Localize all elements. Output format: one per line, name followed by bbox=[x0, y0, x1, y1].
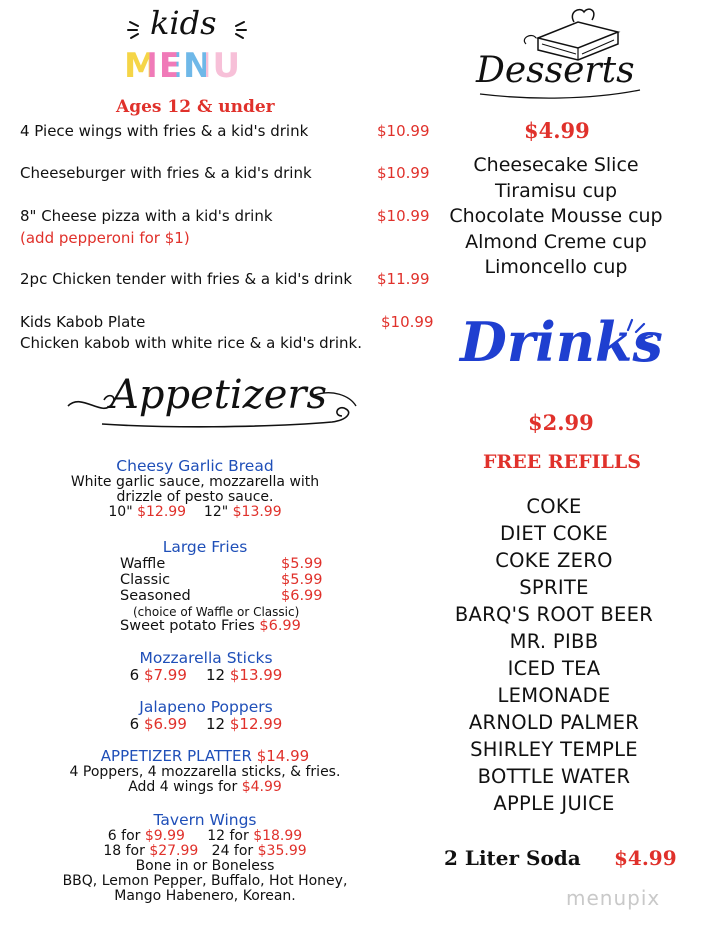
dessert-item: Cheesecake Slice bbox=[473, 154, 639, 176]
kids-title-big bbox=[124, 46, 241, 86]
kids-item-price: $10.99 bbox=[377, 164, 430, 182]
kids-item-desc: Chicken kabob with white rice & a kid's drink. bbox=[20, 334, 362, 352]
sparkle-icon bbox=[622, 316, 658, 352]
fries-price: $6.99 bbox=[281, 588, 323, 604]
fries-label: Waffle bbox=[120, 556, 166, 572]
fries-label: Classic bbox=[120, 572, 171, 588]
wings-price: $9.99 bbox=[144, 828, 185, 844]
drink-item: ICED TEA bbox=[507, 657, 601, 680]
drink-item: COKE ZERO bbox=[495, 549, 613, 572]
platter-title: APPETIZER PLATTER bbox=[100, 747, 252, 765]
price: $12.99 bbox=[137, 504, 187, 520]
wings-title: Tavern Wings bbox=[153, 811, 257, 829]
wings-qty: 18 for bbox=[103, 843, 145, 859]
mozz-prices bbox=[56, 667, 356, 684]
fries-price: $5.99 bbox=[281, 572, 323, 588]
fries-label: Seasoned bbox=[120, 588, 191, 604]
drink-item: BARQ'S ROOT BEER bbox=[454, 603, 654, 626]
mozz-title: Mozzarella Sticks bbox=[139, 649, 273, 667]
wings-price: $18.99 bbox=[253, 828, 303, 844]
drink-item: LEMONADE bbox=[497, 684, 611, 707]
size-label: 12" bbox=[203, 504, 229, 520]
kids-item-price: $11.99 bbox=[377, 270, 430, 288]
price: $13.99 bbox=[229, 666, 283, 684]
platter-add-label: Add 4 wings for bbox=[128, 779, 238, 795]
size-label: 10" bbox=[108, 504, 133, 520]
qty: 6 bbox=[129, 666, 140, 684]
garlic-bread-section bbox=[40, 457, 350, 520]
wings-price: $35.99 bbox=[257, 843, 307, 859]
fries-sweet bbox=[120, 618, 301, 634]
garlic-bread-prices bbox=[40, 505, 350, 520]
kids-title-big-text: MENU bbox=[124, 46, 242, 86]
garlic-bread-title: Cheesy Garlic Bread bbox=[116, 457, 274, 475]
garlic-bread-desc: drizzle of pesto sauce. bbox=[116, 489, 274, 505]
drink-item: SHIRLEY TEMPLE bbox=[470, 738, 638, 761]
mozz-section bbox=[56, 649, 356, 684]
dessert-item: Limoncello cup bbox=[484, 256, 628, 278]
wings-qty: 12 for bbox=[207, 828, 249, 844]
drink-item: COKE bbox=[526, 495, 582, 518]
watermark: menupix bbox=[566, 886, 661, 910]
kids-item-name: Kids Kabob Plate bbox=[20, 313, 146, 331]
appetizers-title: Appetizers bbox=[110, 372, 328, 418]
kids-item-note: (add pepperoni for $1) bbox=[20, 229, 190, 247]
garlic-bread-desc: White garlic sauce, mozzarella with bbox=[70, 474, 320, 490]
price: $13.99 bbox=[232, 504, 282, 520]
kids-item-name: 8" Cheese pizza with a kid's drink bbox=[20, 207, 273, 225]
wings-style: Bone in or Boneless bbox=[135, 858, 275, 874]
kids-item-price: $10.99 bbox=[377, 122, 430, 140]
price: $12.99 bbox=[229, 715, 283, 733]
wings-qty: 6 for bbox=[107, 828, 141, 844]
wings-row bbox=[30, 844, 380, 859]
jalapeno-title: Jalapeno Poppers bbox=[139, 698, 273, 716]
dessert-item: Chocolate Mousse cup bbox=[449, 205, 663, 227]
qty: 12 bbox=[205, 666, 226, 684]
kids-item-price: $10.99 bbox=[381, 313, 434, 331]
platter-add bbox=[40, 780, 370, 795]
fries-sweet-price: $6.99 bbox=[259, 618, 301, 634]
kids-menu-header bbox=[110, 2, 270, 92]
flourish-icon bbox=[470, 86, 650, 102]
price: $6.99 bbox=[143, 715, 187, 733]
desserts-header bbox=[470, 4, 650, 104]
drinks-list bbox=[440, 493, 668, 817]
kids-item-price: $10.99 bbox=[377, 207, 430, 225]
wings-row bbox=[30, 829, 380, 844]
desserts-price: $4.99 bbox=[524, 118, 590, 143]
jalapeno-section bbox=[56, 698, 356, 733]
drink-item: MR. PIBB bbox=[509, 630, 599, 653]
drinks-header bbox=[452, 308, 662, 398]
qty: 12 bbox=[205, 715, 226, 733]
drink-item: SPRITE bbox=[519, 576, 589, 599]
appetizers-header bbox=[62, 366, 362, 438]
platter-title-row bbox=[40, 747, 370, 765]
wings-flavors: Mango Habenero, Korean. bbox=[114, 888, 296, 904]
fries-title: Large Fries bbox=[162, 538, 248, 556]
kids-item-name: 2pc Chicken tender with fries & a kid's drink bbox=[20, 270, 353, 288]
drink-item: APPLE JUICE bbox=[493, 792, 615, 815]
drinks-title: Drinks bbox=[460, 310, 663, 374]
soda-label: 2 Liter Soda bbox=[444, 846, 581, 870]
drink-item: ARNOLD PALMER bbox=[468, 711, 640, 734]
drinks-refills: FREE REFILLS bbox=[483, 451, 641, 473]
kids-item-name: 4 Piece wings with fries & a kid's drink bbox=[20, 122, 309, 140]
dessert-item: Almond Creme cup bbox=[465, 230, 647, 253]
platter-add-price: $4.99 bbox=[241, 779, 282, 795]
price: $7.99 bbox=[143, 666, 187, 684]
wings-price: $27.99 bbox=[149, 843, 199, 859]
desserts-title: Desserts bbox=[476, 50, 635, 91]
jalapeno-prices bbox=[56, 716, 356, 733]
drink-item: BOTTLE WATER bbox=[477, 765, 631, 788]
kids-subtitle: Ages 12 & under bbox=[116, 97, 275, 117]
wings-qty: 24 for bbox=[211, 843, 254, 859]
fries-sweet-label: Sweet potato Fries bbox=[120, 618, 255, 634]
desserts-list bbox=[440, 153, 672, 281]
fries-note: (choice of Waffle or Classic) bbox=[133, 605, 300, 619]
dessert-item: Tiramisu cup bbox=[494, 179, 618, 202]
soda-price: $4.99 bbox=[614, 846, 677, 870]
wings-section bbox=[30, 811, 380, 904]
platter-section bbox=[40, 747, 370, 795]
platter-price: $14.99 bbox=[256, 747, 310, 765]
kids-sparkle-icon bbox=[222, 12, 252, 42]
platter-desc: 4 Poppers, 4 mozzarella sticks, & fries. bbox=[69, 764, 341, 780]
fries-price: $5.99 bbox=[281, 556, 323, 572]
drink-item: DIET COKE bbox=[500, 522, 608, 545]
kids-title-small: kids bbox=[150, 4, 217, 42]
drinks-price: $2.99 bbox=[528, 410, 594, 435]
wings-flavors: BBQ, Lemon Pepper, Buffalo, Hot Honey, bbox=[62, 873, 348, 889]
kids-item-name: Cheeseburger with fries & a kid's drink bbox=[20, 164, 312, 182]
qty: 6 bbox=[129, 715, 140, 733]
